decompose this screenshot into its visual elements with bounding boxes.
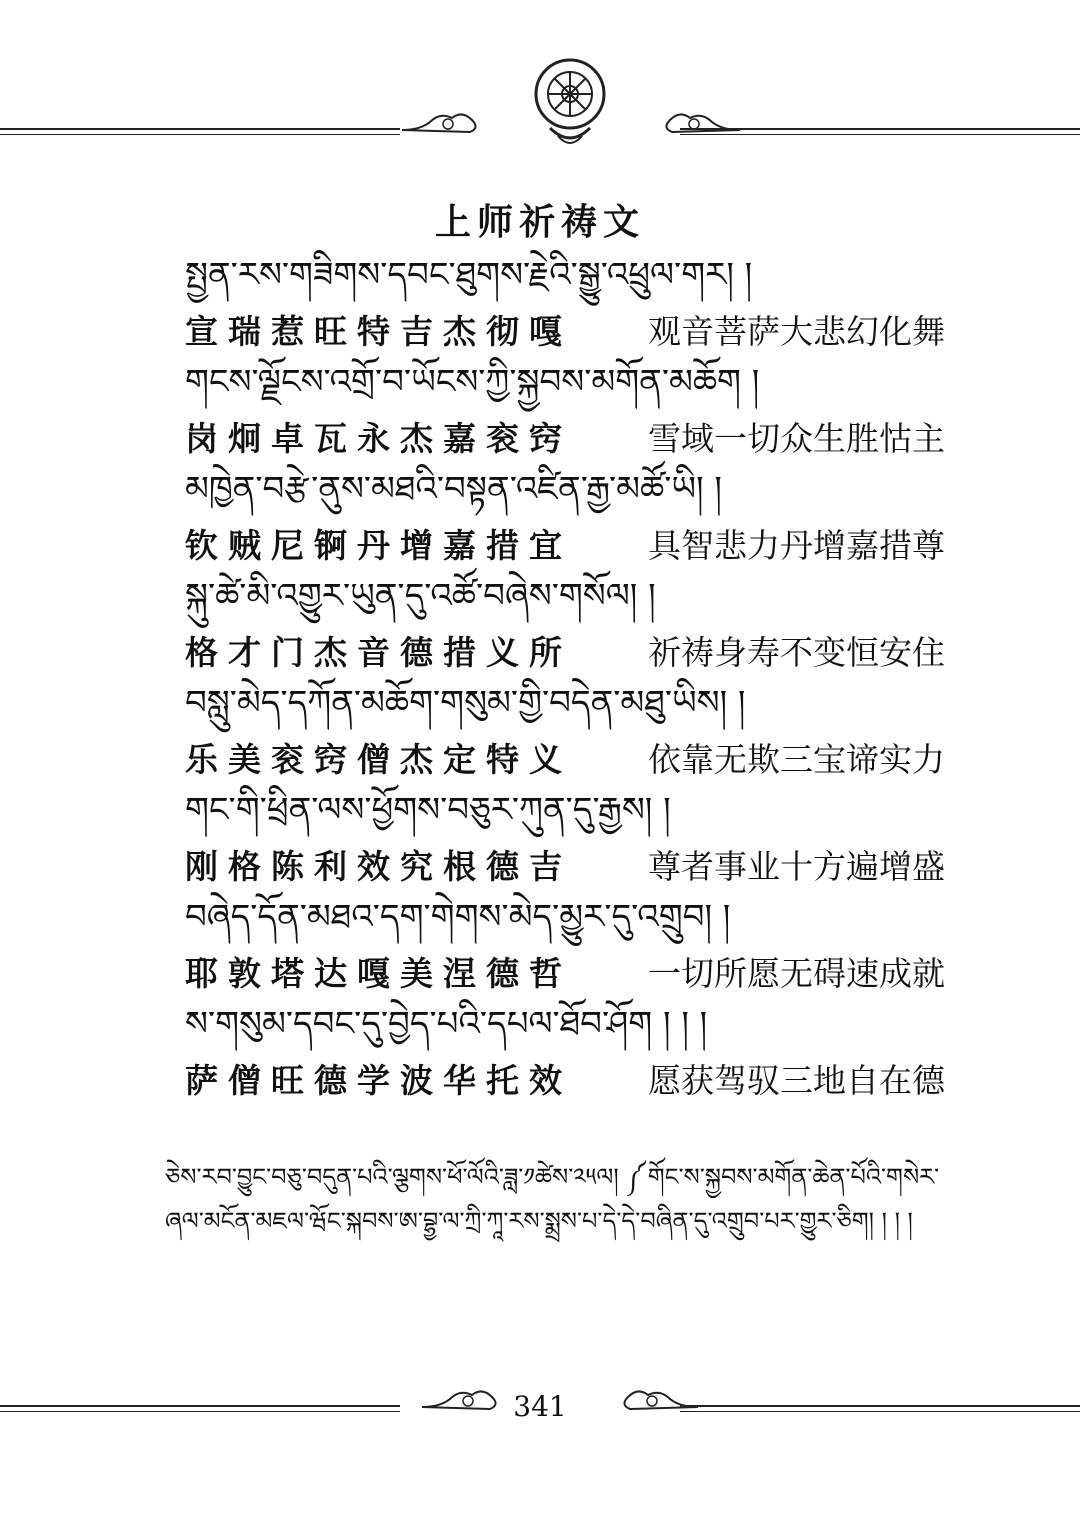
tibetan-line: སྐུ་ཚེ་མི་འགྱུར་ཡུན་དུ་འཚོ་བཞེས་གསོལ། ། [185,576,656,616]
chinese-line: 愿获驾驭三地自在德 [648,1061,945,1100]
stanza [185,357,945,464]
tibetan-line: ས་གསུམ་དབང་དུ་བྱེད་པའི་དཔལ་ཐོབ་ཤོག ། ། ། [185,1004,708,1044]
chinese-line: 雪域一切众生胜怙主 [648,419,945,458]
stanza [185,571,945,678]
stanza [185,464,945,571]
stanza [185,999,945,1106]
colophon: ཅེས་རབ་བྱུང་བཅུ་བདུན་པའི་ལྕགས་ཕོ་ལོའི་ཟླ་༡ཚེས་༢༥ལ། ༼གོང་ས་སྐྱབས་མགོན་ཆེན་པོའི་གསེར་ཞལ་མངོན་མཇལ་ཝོང་སྐབས་ཨ་བྷྱ་ལ་ཀྲི་ཀཱ་རས་སྨྲས་པ་དེ་དེ་བཞིན་དུ་འགྲུབ་པར་གྱུར་ཅིག། ། ། ། [165,1163,940,1235]
chinese-line: 具智悲力丹增嘉措尊 [648,526,945,565]
header-cloud-right-icon [662,108,742,138]
transliteration-line: 宣瑞惹旺特吉杰彻嘎 [185,312,572,351]
tibetan-line: མཁྱེན་བརྩེ་ནུས་མཐའི་བསྟན་འཛིན་རྒྱ་མཚོ་ཡི། ། [185,469,722,509]
transliteration-line: 耶敦塔达嘎美涅德哲 [185,954,572,993]
transliteration-line: 乐美衮窍僧杰定特义 [185,740,572,779]
stanza [185,892,945,999]
transliteration-line: 岗炯卓瓦永杰嘉衮窍 [185,419,572,458]
transliteration-line: 钦贼尼锕丹增嘉措宜 [185,526,572,565]
tibetan-line: གངས་ལྗོངས་འགྲོ་བ་ཡོངས་ཀྱི་སྐྱབས་མགོན་མཆོག ། [185,362,760,402]
chinese-line: 一切所愿无碍速成就 [648,954,945,993]
transliteration-line: 萨僧旺德学波华托效 [185,1061,572,1100]
chinese-line: 观音菩萨大悲幻化舞 [648,312,945,351]
header-cloud-left-icon [400,108,480,138]
chinese-line: 祈祷身寿不变恒安住 [648,633,945,672]
tibetan-line: བཞེད་དོན་མཐའ་དག་གེགས་མེད་མྱུར་དུ་འགྲུབ། ། [185,897,731,937]
page-title: 上师祈祷文 [434,202,645,244]
stanza [185,250,945,357]
stanza [185,785,945,892]
tibetan-line: སྤྱན་རས་གཟིགས་དབང་ཐུགས་རྗེའི་སྒྱུ་འཕྲུལ་གར། ། [185,255,753,295]
prayer-stanzas [185,250,945,1106]
tibetan-line: གང་གི་ཕྲིན་ལས་ཕྱོགས་བཅུར་ཀུན་དུ་རྒྱས། ། [185,790,671,830]
chinese-line: 依靠无欺三宝谛实力 [648,740,945,779]
tibetan-line: བསླུ་མེད་དཀོན་མཆོག་གསུམ་གྱི་བདེན་མཐུ་ཡིས། ། [185,683,746,723]
page-number: 341 [513,1390,567,1423]
transliteration-line: 格才门杰音德措义所 [185,633,572,672]
transliteration-line: 刚格陈利效究根德吉 [185,847,572,886]
chinese-line: 尊者事业十方遍增盛 [648,847,945,886]
dharma-wheel-icon [528,52,612,152]
stanza [185,678,945,785]
